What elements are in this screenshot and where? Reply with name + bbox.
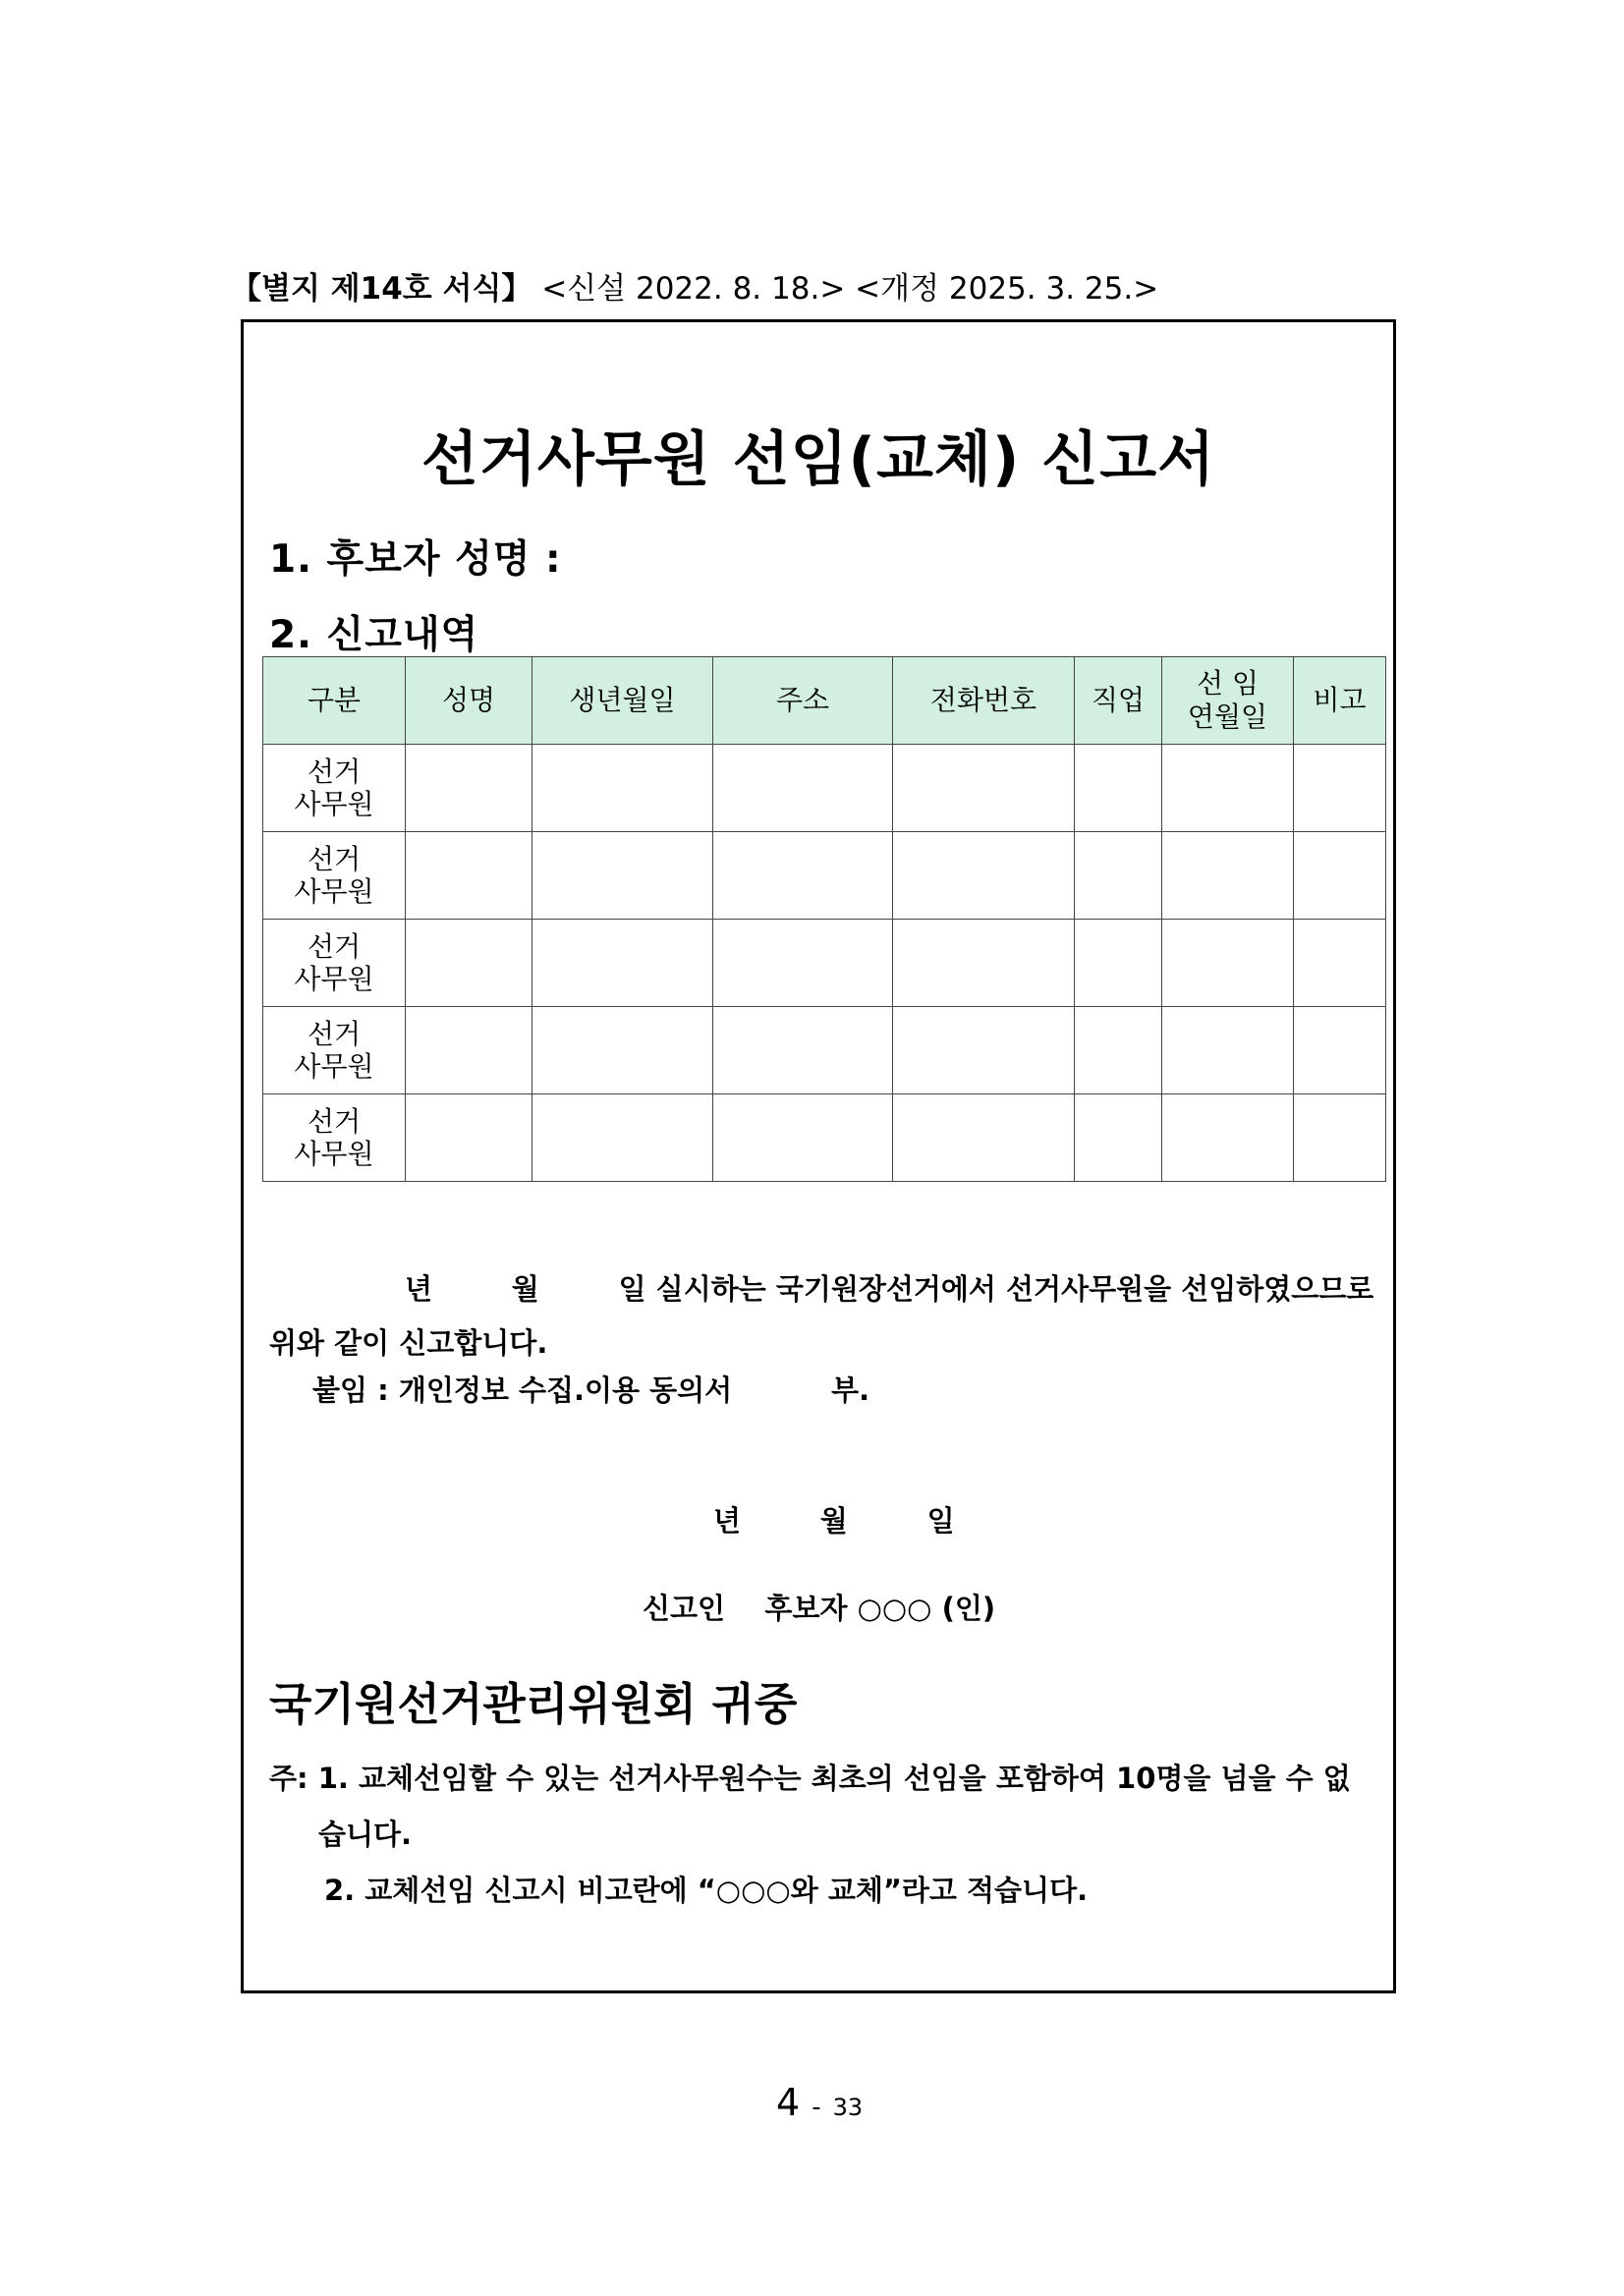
cell-appointment-date[interactable]: [1162, 1007, 1294, 1094]
page-index: 33: [832, 2094, 864, 2121]
header-occupation: 직업: [1075, 657, 1162, 745]
committee-recipient: 국기원선거관리위원회 귀중: [269, 1678, 798, 1730]
table-row: [263, 832, 1386, 920]
cell-address[interactable]: [713, 1094, 893, 1182]
cell-remarks[interactable]: [1294, 745, 1386, 832]
page-number: [776, 2081, 863, 2124]
header-birthdate: 생년월일: [532, 657, 713, 745]
cell-phone[interactable]: [893, 745, 1075, 832]
cell-occupation[interactable]: [1075, 920, 1162, 1007]
cell-birthdate[interactable]: [532, 1094, 713, 1182]
note-2: 2. 교체선임 신고시 비고란에 “○○○와 교체”라고 적습니다.: [324, 1874, 1089, 1907]
table-row: [263, 920, 1386, 1007]
reporter-line: 신고인 후보자 ○○○ (인): [643, 1592, 996, 1625]
cell-appointment-date[interactable]: [1162, 1094, 1294, 1182]
cell-phone[interactable]: [893, 832, 1075, 920]
report-details-label: 2. 신고내역: [269, 613, 479, 657]
cell-address[interactable]: [713, 920, 893, 1007]
cell-appointment-date[interactable]: [1162, 832, 1294, 920]
header-remarks: 비고: [1294, 657, 1386, 745]
cell-birthdate[interactable]: [532, 1007, 713, 1094]
header-address: 주소: [713, 657, 893, 745]
table-row: [263, 745, 1386, 832]
statement-line-1: 년 월 일 실시하는 국기원장선거에서 선거사무원을 선임하였으므로: [405, 1272, 1374, 1306]
table-row: [263, 1007, 1386, 1094]
chapter-number: 4: [776, 2081, 801, 2124]
cell-name[interactable]: [406, 920, 532, 1007]
header-category: 구분: [263, 657, 406, 745]
cell-remarks[interactable]: [1294, 920, 1386, 1007]
table-header-row: [263, 657, 1386, 745]
note-1: 주: 1. 교체선임할 수 있는 선거사무원수는 최초의 선임을 포함하여 10명을 넘을 수 없: [269, 1762, 1351, 1795]
cell-address[interactable]: [713, 832, 893, 920]
page-separator: -: [812, 2093, 821, 2122]
cell-phone[interactable]: [893, 1094, 1075, 1182]
cell-address[interactable]: [713, 745, 893, 832]
revision-history: <신설 2022. 8. 18.> <개정 2025. 3. 25.>: [541, 271, 1159, 307]
cell-remarks[interactable]: [1294, 832, 1386, 920]
cell-occupation[interactable]: [1075, 1007, 1162, 1094]
cell-birthdate[interactable]: [532, 832, 713, 920]
cell-phone[interactable]: [893, 1007, 1075, 1094]
cell-occupation[interactable]: [1075, 745, 1162, 832]
staff-table: [262, 656, 1386, 1182]
cell-remarks[interactable]: [1294, 1094, 1386, 1182]
cell-occupation[interactable]: [1075, 1094, 1162, 1182]
row-category: 선거 사무원: [263, 920, 406, 1007]
cell-name[interactable]: [406, 745, 532, 832]
form-title: 선거사무원 선임(교체) 신고서: [420, 425, 1216, 494]
row-category: 선거 사무원: [263, 1007, 406, 1094]
header-name: 성명: [406, 657, 532, 745]
cell-name[interactable]: [406, 1094, 532, 1182]
cell-name[interactable]: [406, 832, 532, 920]
cell-address[interactable]: [713, 1007, 893, 1094]
cell-birthdate[interactable]: [532, 920, 713, 1007]
row-category: 선거 사무원: [263, 745, 406, 832]
table-row: [263, 1094, 1386, 1182]
cell-name[interactable]: [406, 1007, 532, 1094]
candidate-name-label: 1. 후보자 성명 :: [269, 537, 562, 582]
statement-line-2: 위와 같이 신고합니다.: [269, 1326, 548, 1360]
cell-phone[interactable]: [893, 920, 1075, 1007]
note-1-continuation: 습니다.: [318, 1818, 413, 1851]
row-category: 선거 사무원: [263, 832, 406, 920]
cell-birthdate[interactable]: [532, 745, 713, 832]
attachment-line: 붙임 : 개인정보 수집.이용 동의서 부.: [312, 1373, 870, 1407]
form-number: 【별지 제14호 서식】: [231, 271, 532, 307]
row-category: 선거 사무원: [263, 1094, 406, 1182]
date-line: 년 월 일: [713, 1504, 955, 1538]
cell-appointment-date[interactable]: [1162, 745, 1294, 832]
form-frame: [241, 319, 1396, 1993]
header-appointment-date: 선 임 연월일: [1162, 657, 1294, 745]
cell-remarks[interactable]: [1294, 1007, 1386, 1094]
form-label: [231, 263, 1158, 308]
header-phone: 전화번호: [893, 657, 1075, 745]
cell-occupation[interactable]: [1075, 832, 1162, 920]
cell-appointment-date[interactable]: [1162, 920, 1294, 1007]
